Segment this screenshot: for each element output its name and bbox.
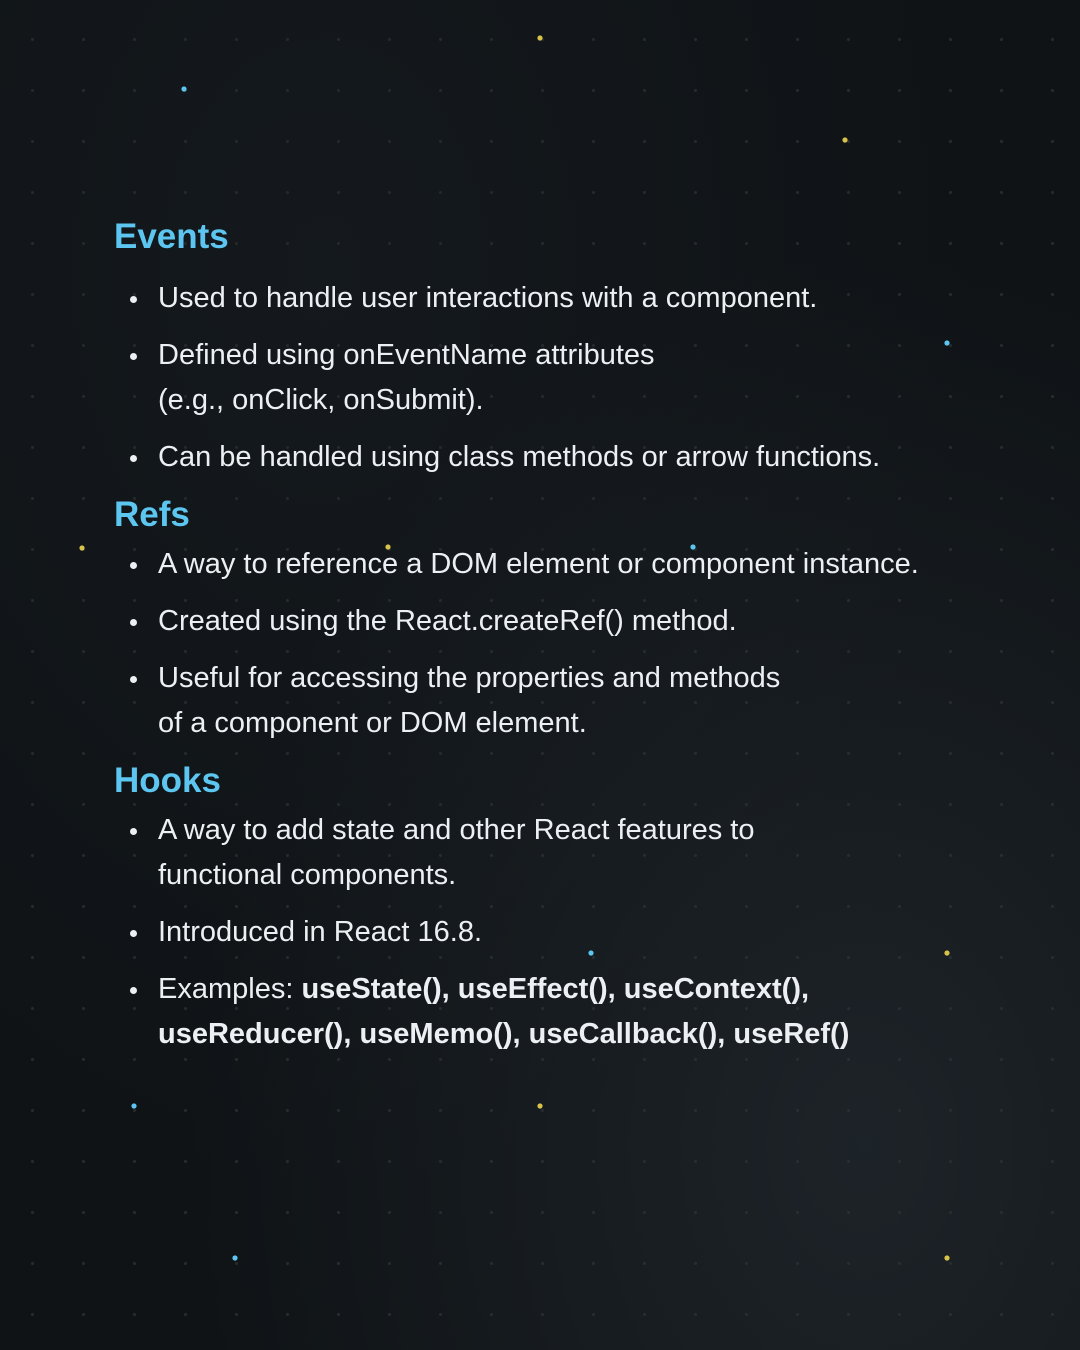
list-item-text-continued: (e.g., onClick, onSubmit). xyxy=(158,384,484,416)
hook-use-context: useContext(), xyxy=(623,973,810,1005)
list-item xyxy=(114,435,1014,480)
accent-dot xyxy=(944,1255,949,1260)
bullet-icon xyxy=(130,455,137,462)
bullet-icon xyxy=(130,676,137,683)
list-item-text: Defined using onEventName attributes xyxy=(158,339,655,371)
hook-use-effect: useEffect(), xyxy=(457,973,616,1005)
bullet-icon xyxy=(130,619,137,626)
list-item xyxy=(114,599,1014,644)
list-item xyxy=(114,333,1014,423)
bullet-icon xyxy=(130,930,137,937)
bullet-icon xyxy=(130,828,137,835)
accent-dot xyxy=(131,1103,136,1108)
list-item xyxy=(114,808,1014,898)
list-item-text: A way to reference a DOM element or component instance. xyxy=(158,548,919,580)
events-heading: Events xyxy=(114,217,229,256)
content-column xyxy=(114,214,1014,1069)
list-item-text-continued: functional components. xyxy=(158,859,457,891)
list-item-text: Created using the React.createRef() method. xyxy=(158,605,737,637)
list-item xyxy=(114,276,1014,321)
list-item xyxy=(114,910,1014,955)
bullet-icon xyxy=(130,296,137,303)
list-item xyxy=(114,542,1014,587)
accent-dot xyxy=(537,35,542,40)
hook-use-memo: useMemo(), xyxy=(359,1018,521,1050)
examples-label: Examples: xyxy=(158,973,302,1005)
accent-dot xyxy=(842,137,847,142)
list-item-text: A way to add state and other React features to xyxy=(158,814,755,846)
accent-dot xyxy=(537,1103,542,1108)
list-item-text: Useful for accessing the properties and methods xyxy=(158,662,781,694)
hooks-list xyxy=(114,808,1014,1057)
refs-list xyxy=(114,542,1014,746)
list-item-examples xyxy=(114,967,1014,1057)
hook-use-ref: useRef() xyxy=(733,1018,850,1050)
list-item-text: Used to handle user interactions with a component. xyxy=(158,282,818,314)
hook-use-reducer: useReducer(), xyxy=(158,1018,352,1050)
bullet-icon xyxy=(130,987,137,994)
hook-use-state: useState(), xyxy=(301,973,450,1005)
hook-use-callback: useCallback(), xyxy=(528,1018,726,1050)
list-item xyxy=(114,656,1014,746)
bullet-icon xyxy=(130,353,137,360)
list-item-text: Can be handled using class methods or arrow functions. xyxy=(158,441,881,473)
accent-dot xyxy=(232,1255,237,1260)
accent-dot xyxy=(181,86,186,91)
list-item-text-continued: of a component or DOM element. xyxy=(158,707,587,739)
events-list xyxy=(114,276,1014,480)
hooks-heading: Hooks xyxy=(114,761,221,800)
accent-dot xyxy=(79,545,84,550)
bullet-icon xyxy=(130,562,137,569)
list-item-text: Introduced in React 16.8. xyxy=(158,916,483,948)
refs-heading: Refs xyxy=(114,495,190,534)
